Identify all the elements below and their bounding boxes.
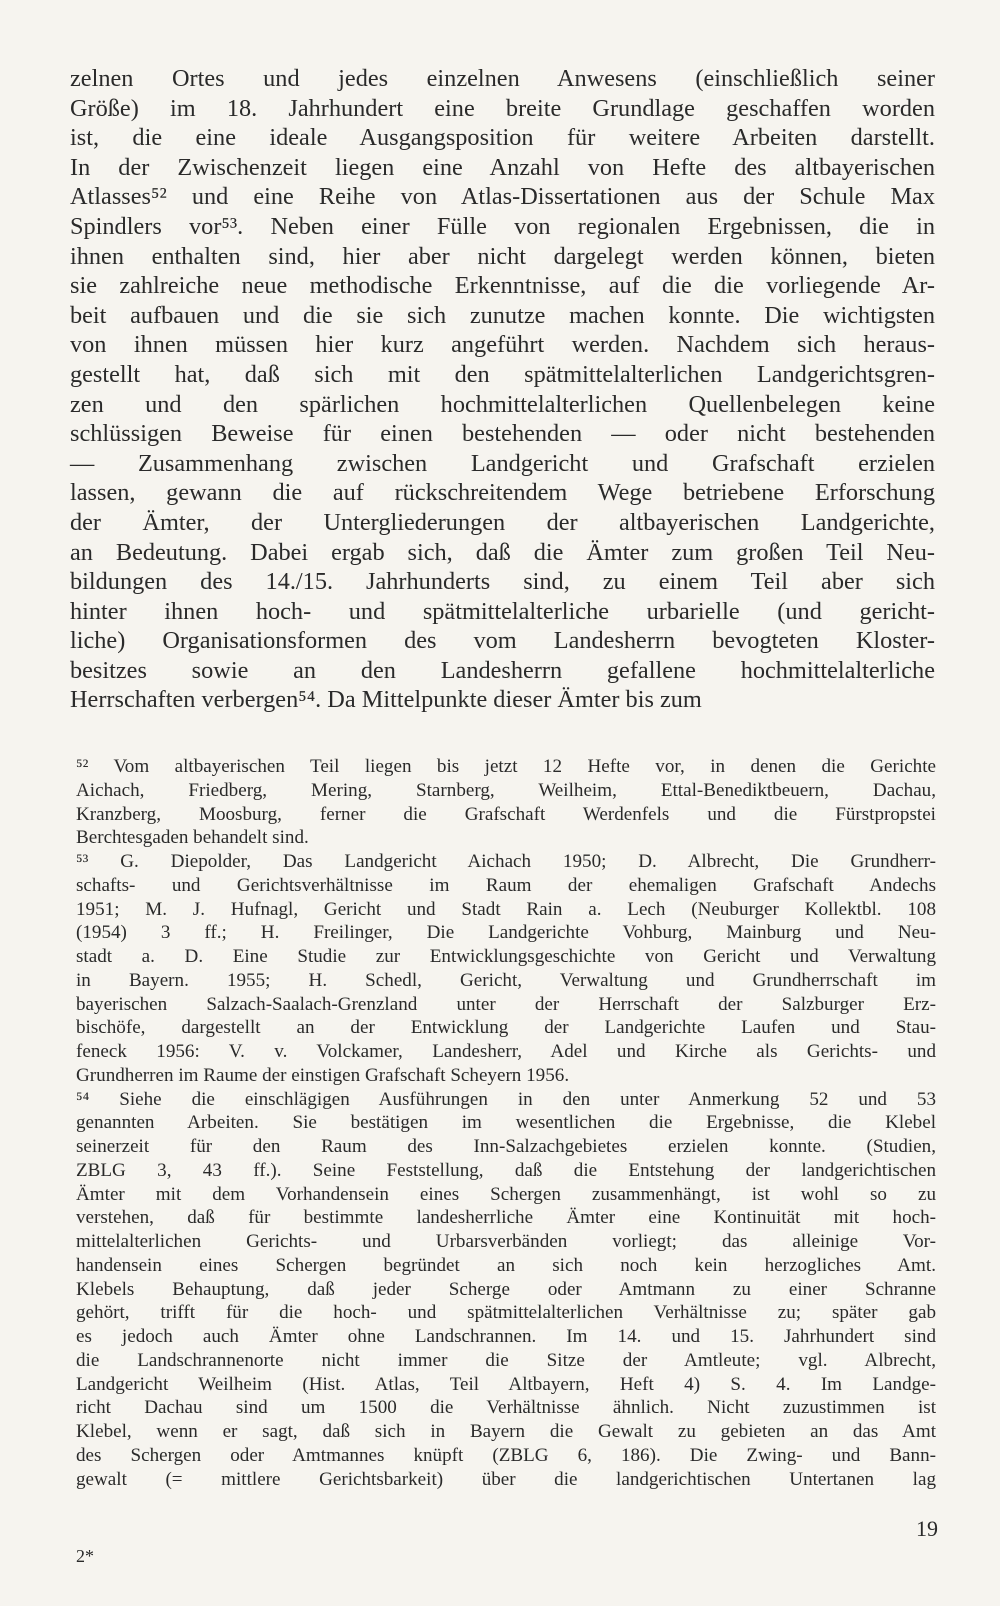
body-text-line: — Zusammenhang zwischen Landgericht und Grafschaft erzielen [70, 449, 935, 477]
footnotes [76, 755, 936, 1491]
footnote-line: bayerischen Salzach-Saalach-Grenzland unter der Herrschaft der Salzburger Erz- [76, 993, 936, 1015]
page-number: 19 [916, 1516, 938, 1541]
body-text-line: ist, die eine ideale Ausgangsposition für weitere Arbeiten darstellt. [70, 124, 935, 152]
footnote-line: Klebels Behauptung, daß jeder Scherge oder Amtmann zu einer Schranne [76, 1278, 936, 1300]
body-text-line: Spindlers vor⁵³. Neben einer Fülle von regionalen Ergebnissen, die in [70, 212, 935, 240]
body-text-line: beit aufbauen und die sie sich zunutze machen konnte. Die wichtigsten [70, 301, 935, 329]
footnote-line: Kranzberg, Moosburg, ferner die Grafschaft Werdenfels und die Fürstpropstei [76, 803, 936, 825]
body-text-line: an Bedeutung. Dabei ergab sich, daß die Ämter zum großen Teil Neu- [70, 538, 935, 566]
body-text-line: sie zahlreiche neue methodische Erkenntnisse, auf die die vorliegende Ar- [70, 272, 935, 300]
main-text [70, 64, 935, 715]
footnote-line: genannten Arbeiten. Sie bestätigen im wesentlichen die Ergebnisse, die Klebel [76, 1112, 936, 1134]
footnote-line: es jedoch auch Ämter ohne Landschrannen. Im 14. und 15. Jahrhundert sind [76, 1326, 936, 1347]
footnote-line: (1954) 3 ff.; H. Freilinger, Die Landgerichte Vohburg, Mainburg und Neu- [76, 922, 936, 944]
body-text-line: lassen, gewann die auf rückschreitendem Wege betriebene Erforschung [70, 479, 935, 507]
footnote-line: Berchtesgaden behandelt sind. [76, 827, 309, 849]
footnote-line: des Schergen oder Amtmannes knüpft (ZBLG 6, 186). Die Zwing- und Bann- [76, 1444, 936, 1466]
footnote-line: richt Dachau sind um 1500 die Verhältnisse ähnlich. Nicht zuzustimmen ist [76, 1397, 936, 1419]
footnote-line: Aichach, Friedberg, Mering, Starnberg, Weilheim, Ettal-Benediktbeuern, Dachau, [76, 779, 936, 801]
footnote-line: die Landschrannenorte nicht immer die Sitze der Amtleute; vgl. Albrecht, [76, 1349, 936, 1371]
signature-mark: 2* [76, 1546, 94, 1566]
footnote-line: feneck 1956: V. v. Volckamer, Landesherr, Adel und Kirche als Gerichts- und [76, 1041, 936, 1062]
body-text-line: bildungen des 14./15. Jahrhunderts sind, zu einem Teil aber sich [70, 568, 935, 596]
footnote-line: stadt a. D. Eine Studie zur Entwicklungsgeschichte von Gericht und Verwaltung [76, 946, 936, 967]
body-text-line: besitzes sowie an den Landesherrn gefallene hochmittelalterliche [70, 656, 935, 684]
footnote-line: verstehen, daß für bestimmte landesherrliche Ämter eine Kontinuität mit hoch- [76, 1207, 936, 1229]
footnote-line: 1951; M. J. Hufnagl, Gericht und Stadt Rain a. Lech (Neuburger Kollektbl. 108 [76, 898, 936, 920]
body-text-line: der Ämter, der Untergliederungen der altbayerischen Landgerichte, [70, 508, 935, 536]
body-text-line: von ihnen müssen hier kurz angeführt werden. Nachdem sich heraus- [70, 331, 935, 359]
footnote-line: Ämter mit dem Vorhandensein eines Schergen zusammenhängt, ist wohl so zu [76, 1183, 936, 1205]
footnote-line: schafts- und Gerichtsverhältnisse im Raum der ehemaligen Grafschaft Andechs [76, 874, 936, 896]
footnote-line: ⁵⁴ Siehe die einschlägigen Ausführungen in den unter Anmerkung 52 und 53 [76, 1088, 936, 1110]
body-text-line: zen und den spärlichen hochmittelalterlichen Quellenbelegen keine [70, 390, 935, 418]
body-text-line: ihnen enthalten sind, hier aber nicht dargelegt werden können, bieten [70, 242, 935, 270]
footnote-line: bischöfe, dargestellt an der Entwicklung der Landgerichte Laufen und Stau- [76, 1017, 936, 1039]
footnote-line: mittelalterlichen Gerichts- und Urbarsverbänden vorliegt; das alleinige Vor- [76, 1231, 936, 1252]
body-text-line: zelnen Ortes und jedes einzelnen Anwesens (einschließlich seiner [70, 65, 935, 92]
body-text-line: Herrschaften verbergen⁵⁴. Da Mittelpunkte dieser Ämter bis zum [70, 686, 702, 714]
footnote-line: Klebel, wenn er sagt, daß sich in Bayern die Gewalt zu gebieten an das Amt [76, 1421, 936, 1442]
body-text-line: schlüssigen Beweise für einen bestehenden — oder nicht bestehenden [70, 420, 935, 448]
body-text-line: gestellt hat, daß sich mit den spätmittelalterlichen Landgerichtsgren- [70, 360, 935, 388]
body-text-line: Größe) im 18. Jahrhundert eine breite Grundlage geschaffen worden [70, 94, 935, 122]
body-text-line: liche) Organisationsformen des vom Landesherrn bevogteten Kloster- [70, 627, 935, 655]
body-text-line: In der Zwischenzeit liegen eine Anzahl von Hefte des altbayerischen [70, 153, 935, 181]
footnote-line: gewalt (= mittlere Gerichtsbarkeit) über die landgerichtischen Untertanen lag [76, 1468, 936, 1490]
body-text-line: Atlasses⁵² und eine Reihe von Atlas-Dissertationen aus der Schule Max [70, 183, 935, 211]
footnote-line: ⁵² Vom altbayerischen Teil liegen bis jetzt 12 Hefte vor, in denen die Gerichte [76, 756, 936, 777]
footnote-line: gehört, trifft für die hoch- und spätmittelalterlichen Verhältnisse zu; später gab [76, 1302, 936, 1324]
footnote-line: in Bayern. 1955; H. Schedl, Gericht, Verwaltung und Grundherrschaft im [76, 969, 936, 991]
footnote-line: handensein eines Schergen begründet an sich noch kein herzogliches Amt. [76, 1254, 936, 1276]
footnote-line: ZBLG 3, 43 ff.). Seine Feststellung, daß die Entstehung der landgerichtischen [76, 1159, 936, 1181]
footnote-line: Grundherren im Raume der einstigen Grafschaft Scheyern 1956. [76, 1064, 570, 1086]
footnote-line: ⁵³ G. Diepolder, Das Landgericht Aichach 1950; D. Albrecht, Die Grundherr- [76, 851, 936, 872]
footnote-line: Landgericht Weilheim (Hist. Atlas, Teil Altbayern, Heft 4) S. 4. Im Landge- [76, 1373, 936, 1395]
footnote-line: seinerzeit für den Raum des Inn-Salzachgebietes erzielen konnte. (Studien, [76, 1136, 936, 1157]
body-text-line: hinter ihnen hoch- und spätmittelalterliche urbarielle (und gericht- [70, 597, 935, 625]
